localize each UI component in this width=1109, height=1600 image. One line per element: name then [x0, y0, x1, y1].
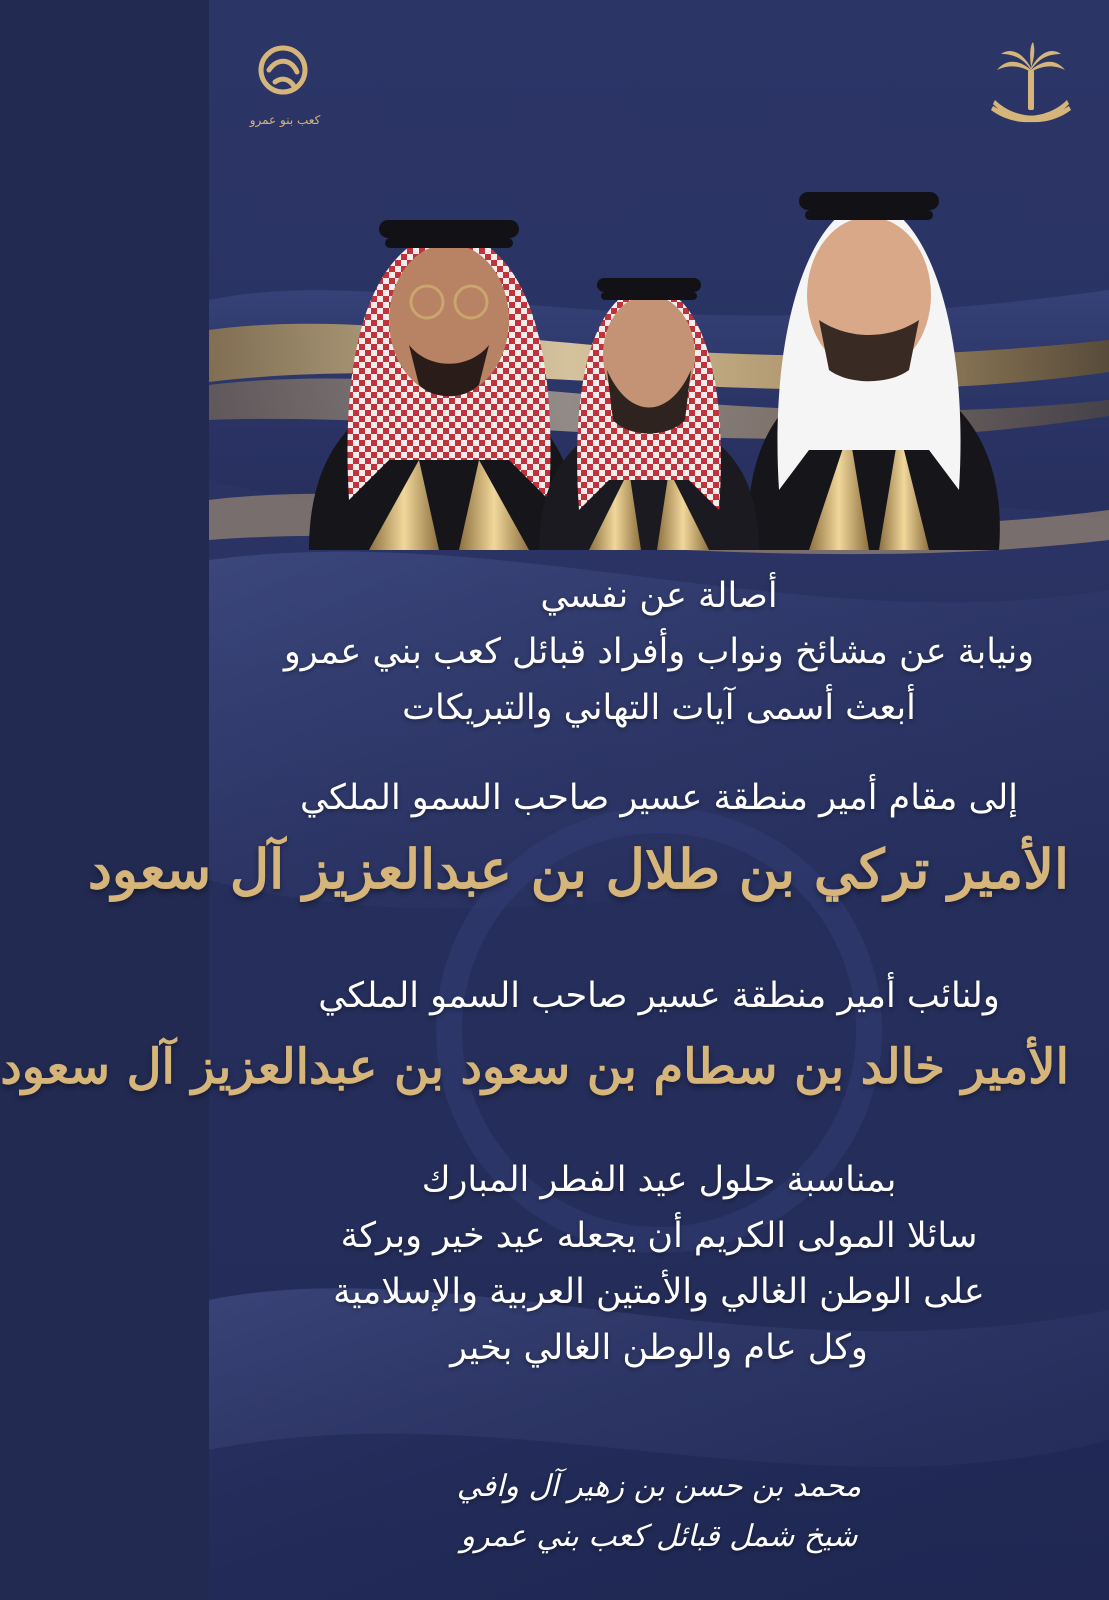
signature-role: شيخ شمل قبائل كعب بني عمرو: [460, 1519, 858, 1554]
signature-name: محمد بن حسن بن زهير آل وافي: [456, 1469, 862, 1504]
portraits-group: [209, 170, 1109, 550]
addressee-2-block: [0, 968, 1069, 1110]
message-line-4: وكل عام والوطن الغالي بخير: [450, 1328, 868, 1368]
addressee-1-name: الأمير تركي بن طلال بن عبدالعزيز آل سعود: [87, 837, 1069, 901]
addressee-1-block: [87, 770, 1069, 912]
message-line-1: بمناسبة حلول عيد الفطر المبارك: [421, 1160, 897, 1200]
addressee-2-name: الأمير خالد بن سطام بن سعود بن عبدالعزيز آل سعود: [0, 1039, 1069, 1095]
portrait-right: [748, 192, 1000, 550]
intro-block: [249, 568, 1069, 736]
intro-line-1: أصالة عن نفسي: [540, 576, 778, 616]
message-line-3: على الوطن الغالي والأمتين العربية والإسلامية: [333, 1272, 985, 1312]
saudi-emblem-icon: [987, 40, 1075, 136]
al-wafi-logo-icon: [247, 40, 323, 136]
logo-caption: كعب بنو عمرو: [249, 113, 321, 127]
portrait-left: [309, 220, 579, 550]
signature-block: [249, 1462, 1069, 1562]
addressee-2-title: ولنائب أمير منطقة عسير صاحب السمو الملكي: [318, 976, 1000, 1016]
intro-line-2: ونيابة عن مشائخ ونواب وأفراد قبائل كعب بني عمرو: [283, 632, 1035, 672]
addressee-1-title: إلى مقام أمير منطقة عسير صاحب السمو الملكي: [299, 778, 1019, 818]
message-line-2: سائلا المولى الكريم أن يجعله عيد خير وبركة: [340, 1216, 978, 1256]
portrait-center: [539, 278, 759, 550]
intro-line-3: أبعث أسمى آيات التهاني والتبريكات: [402, 688, 916, 728]
message-block: [249, 1152, 1069, 1376]
